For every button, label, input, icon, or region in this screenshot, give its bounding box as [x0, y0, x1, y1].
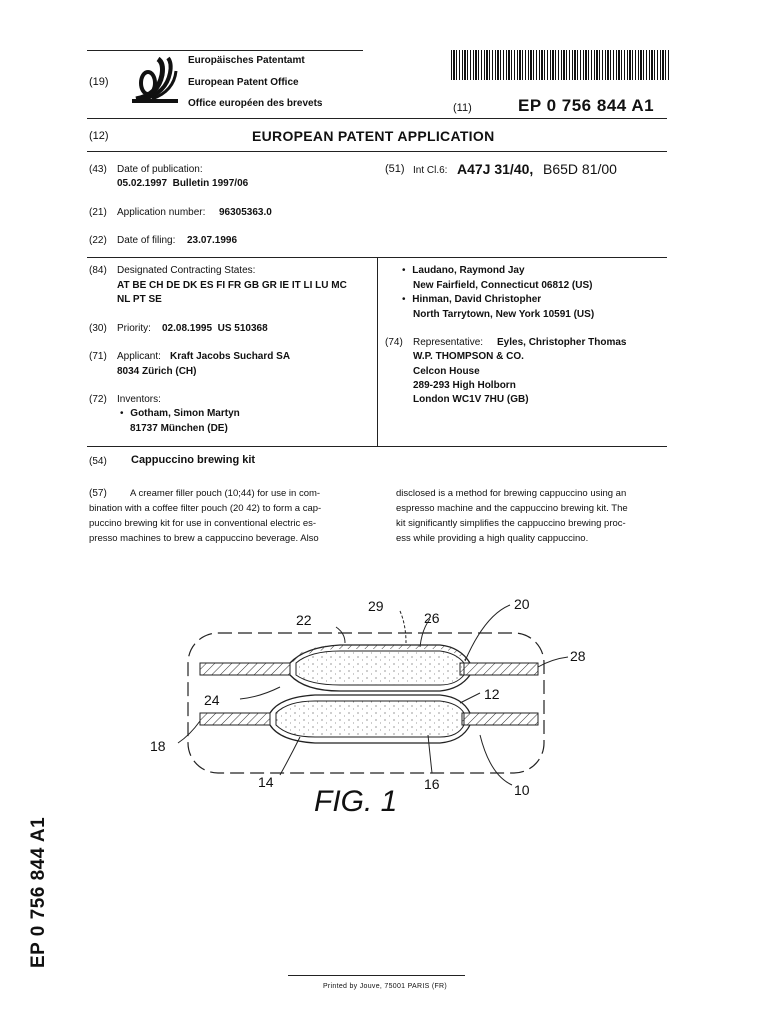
bullet-icon: •: [402, 265, 406, 276]
field-74-line4: London WC1V 7HU (GB): [413, 394, 529, 405]
code-12: (12): [89, 130, 109, 142]
abstract-line: espresso machine and the cappuccino brewing kit. The: [396, 503, 628, 514]
field-51-value-extra: B65D 81/00: [543, 161, 617, 177]
field-30-value: 02.08.1995 US 510368: [162, 323, 268, 334]
field-21-value: 96305363.0: [219, 207, 272, 218]
field-72-code: (72): [89, 394, 107, 405]
inventor-1-name: Gotham, Simon Martyn: [130, 408, 240, 419]
side-publication-number: EP 0 756 844 A1: [28, 816, 49, 968]
footer-rule: [288, 975, 465, 976]
title-code: (54): [89, 456, 107, 467]
inventor-2-name: Laudano, Raymond Jay: [412, 265, 525, 276]
abstract-line: presso machines to brew a cappuccino beverage. Also: [89, 533, 319, 544]
ref-18: 18: [150, 738, 166, 754]
abstract-line: bination with a coffee filter pouch (20 42) to form a cap-: [89, 503, 322, 514]
printer-footer: Printed by Jouve, 75001 PARIS (FR): [322, 983, 448, 990]
ref-14: 14: [258, 774, 274, 790]
invention-title: Cappuccino brewing kit: [131, 454, 256, 466]
field-84-code: (84): [89, 265, 107, 276]
field-72-label: Inventors:: [117, 394, 161, 405]
abstract-line: A creamer filler pouch (10;44) for use in com-: [130, 488, 321, 499]
ref-22: 22: [296, 612, 312, 628]
field-71-code: (71): [89, 351, 107, 362]
ref-12: 12: [484, 686, 500, 702]
creamer-filler-pouch: [200, 695, 538, 743]
abstract-right-column: [396, 486, 668, 546]
ref-16: 16: [424, 776, 440, 792]
field-74-label: Representative:: [413, 337, 484, 348]
figure-1-drawing: [140, 585, 610, 825]
inventor-3: [402, 293, 541, 306]
barcode: [451, 50, 669, 80]
bullet-icon: •: [402, 294, 406, 305]
header-bottom-rule: [87, 118, 667, 119]
field-74-code: (74): [385, 337, 403, 348]
inventor-2: [402, 264, 525, 277]
code-19: (19): [89, 76, 109, 88]
field-22-label: Date of filing:: [117, 235, 176, 246]
field-74-name: Eyles, Christopher Thomas: [497, 337, 627, 348]
biblio-column-divider: [377, 257, 378, 446]
field-51-value-main: A47J 31/40,: [457, 161, 534, 177]
field-30-label: Priority:: [117, 323, 151, 334]
field-43-value: 05.02.1997 Bulletin 1997/06: [117, 178, 249, 189]
coffee-filter-pouch: [200, 645, 538, 691]
ref-29: 29: [368, 598, 384, 614]
field-84-label: Designated Contracting States:: [117, 265, 256, 276]
field-84-line2: NL PT SE: [117, 294, 162, 305]
ref-26: 26: [424, 610, 440, 626]
inventor-2-address: New Fairfield, Connecticut 06812 (US): [413, 280, 593, 291]
ref-24: 24: [204, 692, 220, 708]
code-11: (11): [453, 102, 472, 114]
publication-number: EP 0 756 844 A1: [518, 96, 655, 115]
field-30-code: (30): [89, 323, 107, 334]
abstract-line: kit significantly simplifies the cappuccino brewing proc-: [396, 518, 626, 529]
office-name-de: Europäisches Patentamt: [188, 55, 305, 66]
office-name-fr: Office européen des brevets: [188, 98, 323, 109]
field-84-line1: AT BE CH DE DK ES FI FR GB GR IE IT LI LU MC: [117, 280, 347, 291]
field-74-line2: Celcon House: [413, 366, 480, 377]
field-74-line3: 289-293 High Holborn: [413, 380, 516, 391]
ref-10: 10: [514, 782, 530, 798]
field-51-label: Int Cl.6:: [413, 165, 448, 176]
field-71-name: Kraft Jacobs Suchard SA: [170, 351, 291, 362]
field-22-code: (22): [89, 235, 107, 246]
inventor-1-address: 81737 München (DE): [130, 423, 228, 434]
document-type: EUROPEAN PATENT APPLICATION: [252, 128, 495, 144]
office-name-en: European Patent Office: [188, 77, 299, 88]
ref-20: 20: [514, 596, 530, 612]
figure-caption: FIG. 1: [314, 785, 398, 818]
abstract-line: ess while providing a high quality cappuccino.: [396, 533, 589, 544]
field-71-label: Applicant:: [117, 351, 161, 362]
field-22-value: 23.07.1996: [187, 235, 238, 246]
field-43-code: (43): [89, 164, 107, 175]
field-21-label: Application number:: [117, 207, 206, 218]
field-74-line1: W.P. THOMPSON & CO.: [413, 351, 524, 362]
header-top-rule: [87, 50, 363, 51]
inventor-3-name: Hinman, David Christopher: [412, 294, 542, 305]
inventor-1: [120, 407, 240, 420]
bullet-icon: •: [120, 408, 124, 419]
field-43-label: Date of publication:: [117, 164, 203, 175]
epo-logo-icon: [128, 55, 182, 107]
type-rule: [87, 151, 667, 152]
inventor-3-address: North Tarrytown, New York 10591 (US): [413, 309, 595, 320]
field-71-address: 8034 Zürich (CH): [117, 366, 197, 377]
field-21-code: (21): [89, 207, 107, 218]
abstract-line: puccino brewing kit for use in conventional electric es-: [89, 518, 317, 529]
ref-28: 28: [570, 648, 586, 664]
abstract-line: disclosed is a method for brewing cappuccino using an: [396, 488, 627, 499]
field-51-code: (51): [385, 163, 405, 175]
biblio-rule-bottom: [87, 446, 667, 447]
abstract-left-column: [89, 486, 368, 546]
abstract-code: (57): [89, 488, 107, 499]
